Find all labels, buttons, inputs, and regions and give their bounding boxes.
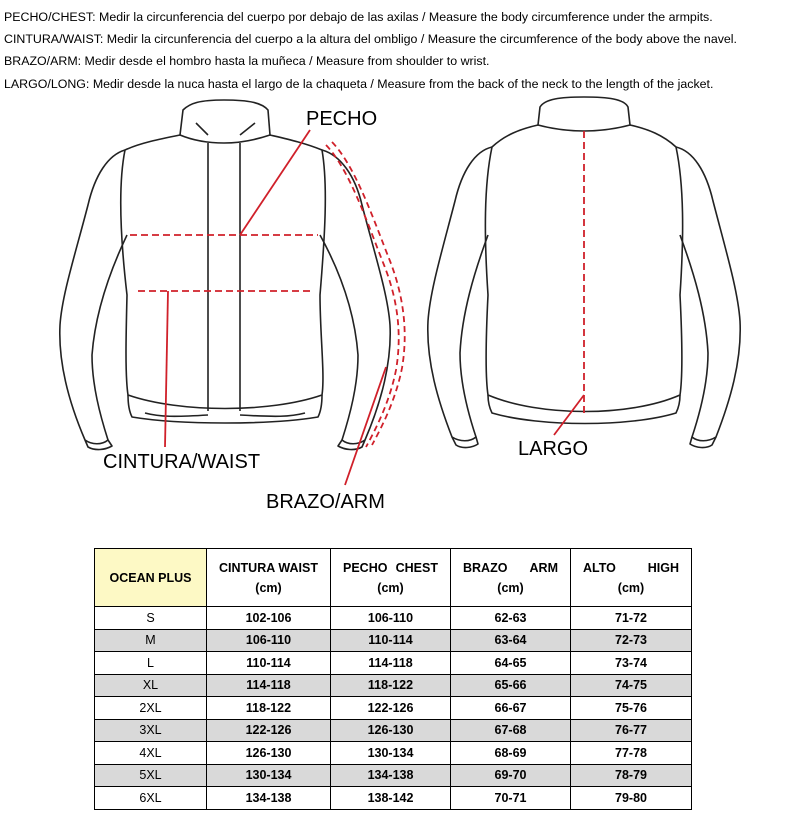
label-cintura: CINTURA/WAIST [103,451,261,473]
table-row [95,719,692,742]
high-cell: 73-74 [571,652,692,675]
size-cell: L [95,652,207,675]
high-cell: 79-80 [571,787,692,810]
waist-cell: 106-110 [207,629,331,652]
high-cell: 72-73 [571,629,692,652]
size-cell: S [95,607,207,630]
waist-cell: 122-126 [207,719,331,742]
high-cell: 76-77 [571,719,692,742]
arm-cell: 64-65 [451,652,571,675]
high-cell: 74-75 [571,674,692,697]
arm-cell: 67-68 [451,719,571,742]
arm-cell: 62-63 [451,607,571,630]
waist-cell: 126-130 [207,742,331,765]
size-cell: 3XL [95,719,207,742]
header-arm: BRAZO ARM (cm) [451,549,571,607]
brand-cell: OCEAN PLUS [95,549,207,607]
table-row [95,764,692,787]
table-row [95,742,692,765]
high-cell: 77-78 [571,742,692,765]
table-row [95,787,692,810]
label-brazo: BRAZO/ARM [266,491,385,513]
instruction-chest: PECHO/CHEST: Medir la circunferencia del cuerpo por debajo de las axilas / Measure the body circumference under the armpits. [4,10,713,24]
table-row [95,607,692,630]
instruction-waist: CINTURA/WAIST: Medir la circunferencia del cuerpo a la altura del ombligo / Measure the circumference of the body above the navel. [4,32,738,47]
table-row [95,629,692,652]
instruction-arm: BRAZO/ARM: Medir desde el hombro hasta la muñeca / Measure from shoulder to wrist. [4,54,490,69]
waist-cell: 110-114 [207,652,331,675]
high-cell: 71-72 [571,607,692,630]
table-row [95,652,692,675]
high-cell: 75-76 [571,697,692,720]
table-row [95,697,692,720]
label-largo: LARGO [518,438,589,460]
arm-cell: 63-64 [451,629,571,652]
chest-cell: 110-114 [331,629,451,652]
chest-cell: 118-122 [331,674,451,697]
instruction-long: LARGO/LONG: Medir desde la nuca hasta el largo de la chaqueta / Measure from the back of the neck to the length of the jacket. [4,76,714,91]
size-cell: 5XL [95,764,207,787]
chest-cell: 114-118 [331,652,451,675]
waist-cell: 134-138 [207,787,331,810]
header-chest: PECHO CHEST (cm) [331,549,451,607]
table-header-row [95,549,692,607]
header-waist: CINTURA WAIST (cm) [207,549,331,607]
chest-cell: 130-134 [331,742,451,765]
chest-cell: 126-130 [331,719,451,742]
size-table [94,548,692,810]
high-cell: 78-79 [571,764,692,787]
arm-cell: 65-66 [451,674,571,697]
arm-cell: 68-69 [451,742,571,765]
size-cell: 4XL [95,742,207,765]
header-high: ALTO HIGH (cm) [571,549,692,607]
chest-cell: 134-138 [331,764,451,787]
waist-cell: 130-134 [207,764,331,787]
size-cell: XL [95,674,207,697]
size-cell: M [95,629,207,652]
size-cell: 6XL [95,787,207,810]
waist-cell: 114-118 [207,674,331,697]
table-row [95,674,692,697]
chest-cell: 122-126 [331,697,451,720]
arm-cell: 66-67 [451,697,571,720]
measurement-instructions [4,6,789,95]
arm-cell: 70-71 [451,787,571,810]
back-jacket-icon [428,97,740,448]
label-pecho: PECHO [306,108,378,130]
size-cell: 2XL [95,697,207,720]
waist-cell: 102-106 [207,607,331,630]
waist-cell: 118-122 [207,697,331,720]
chest-cell: 138-142 [331,787,451,810]
arm-cell: 69-70 [451,764,571,787]
chest-cell: 106-110 [331,607,451,630]
